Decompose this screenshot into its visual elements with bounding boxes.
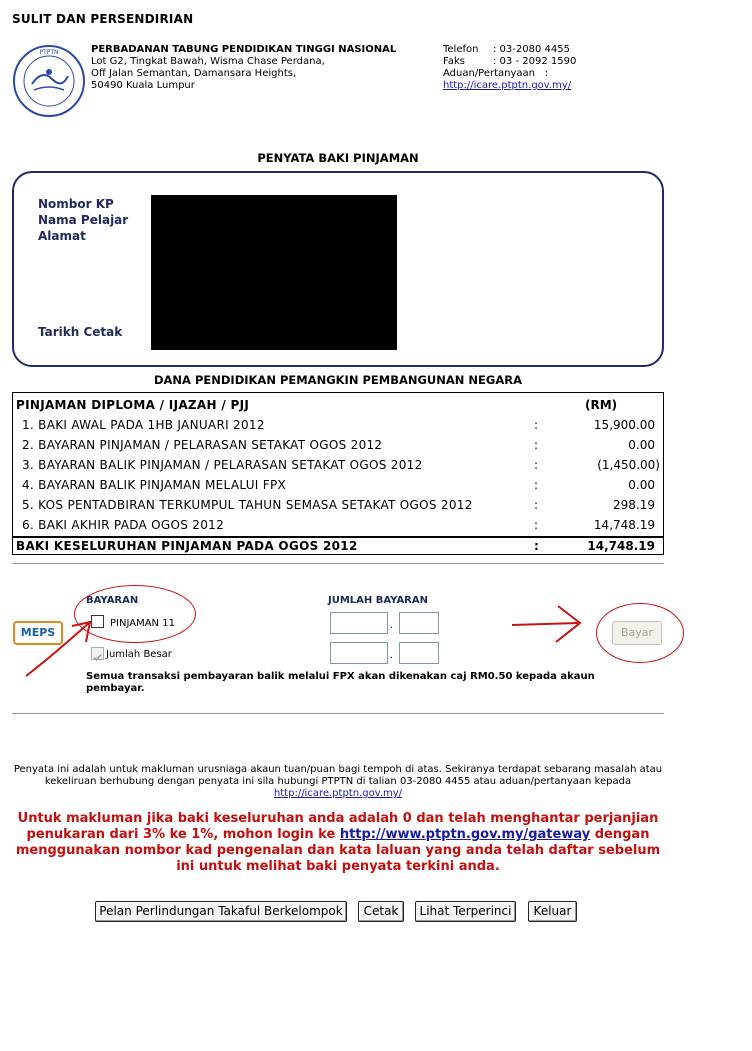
telefon-label: Telefon — [443, 44, 479, 55]
total-amount: 14,748.19 — [587, 539, 655, 553]
gateway-notice — [12, 811, 664, 875]
loan-row-sep: : — [534, 518, 539, 532]
label-alamat: Alamat — [38, 229, 86, 243]
loan-row-amount: 0.00 — [628, 438, 655, 452]
address-line-3: 50490 Kuala Lumpur — [91, 80, 195, 91]
aduan-label: Aduan/Pertanyaan — [443, 68, 536, 79]
total-label: BAKI KESELURUHAN PINJAMAN PADA OGOS 2012 — [16, 539, 358, 553]
loan-row-amount: (1,450.00) — [597, 458, 660, 472]
telefon-value: : 03-2080 4455 — [493, 44, 570, 55]
loan-row-sep: : — [534, 498, 539, 512]
loan-row-sep: : — [534, 438, 539, 452]
loan-row-label: 4. BAYARAN BALIK PINJAMAN MELALUI FPX — [22, 478, 287, 492]
label-nama-pelajar: Nama Pelajar — [38, 213, 129, 227]
svg-text:PTPTN: PTPTN — [39, 49, 59, 56]
faks-value: : 03 - 2092 1590 — [493, 56, 577, 67]
address-line-1: Lot G2, Tingkat Bawah, Wisma Chase Perdana, — [91, 56, 325, 67]
meps-logo-icon: MEPS — [13, 621, 63, 645]
classification-label: SULIT DAN PERSENDIRIAN — [12, 12, 194, 26]
notice-text-pre: Untuk makluman jika baki keseluruhan anda adalah 0 dan telah menghantar perjanjian penukaran dari 3% ke 1%, mohon login ke — [17, 811, 659, 842]
contact-block — [443, 44, 576, 92]
annotation-arrows-icon — [0, 590, 752, 690]
loan-row-label: 6. BAKI AKHIR PADA OGOS 2012 — [22, 518, 225, 532]
fine-print — [12, 764, 664, 800]
currency-label: (RM) — [585, 398, 618, 412]
loan-section-label: PINJAMAN DIPLOMA / IJAZAH / PJJ — [16, 398, 250, 412]
organization-block — [91, 44, 396, 92]
label-tarikh-cetak: Tarikh Cetak — [38, 325, 123, 339]
loan-row-amount: 15,900.00 — [593, 418, 655, 432]
fine-print-text: Penyata ini adalah untuk makluman urusniaga akaun tuan/puan bagi tempoh di atas. Sekiranya terdapat sebarang masalah atau kekeliruan berhubung dengan penyata ini sila hubungi PTPTN di talian 03-2080 4455 atau aduan/pertanyaan kepada — [13, 764, 663, 787]
ptptn-logo-icon — [12, 44, 86, 118]
org-name: PERBADANAN TABUNG PENDIDIKAN TINGGI NASIONAL — [91, 44, 397, 55]
total-sep: : — [534, 539, 539, 553]
decimal-dot: . — [390, 650, 394, 661]
loan-row-label: 3. BAYARAN BALIK PINJAMAN / PELARASAN SETAKAT OGOS 2012 — [22, 458, 423, 472]
loan-row-sep: : — [534, 478, 539, 492]
decimal-dot: . — [390, 620, 394, 631]
jumlah-besar-label: Jumlah Besar — [106, 649, 172, 660]
fund-title: DANA PENDIDIKAN PEMANGKIN PEMBANGUNAN NEGARA — [153, 373, 522, 387]
fpx-charge-note: Semua transaksi pembayaran balik melalui FPX akan dikenakan caj RM0.50 kepada akaun pembayar. — [86, 671, 595, 694]
loan-row-sep: : — [534, 418, 539, 432]
icare-footer-link[interactable]: http://icare.ptptn.gov.my/ — [273, 788, 403, 799]
takaful-button[interactable]: Pelan Perlindungan Takaful Berkelompok — [95, 901, 347, 922]
loan-row-sep: : — [534, 458, 539, 472]
loan-row-label: 5. KOS PENTADBIRAN TERKUMPUL TAHUN SEMASA SETAKAT OGOS 2012 — [22, 498, 473, 512]
cetak-button[interactable]: Cetak — [358, 901, 404, 922]
aduan-sep: : — [544, 68, 548, 79]
redacted-block — [151, 195, 397, 350]
loan-row-label: 2. BAYARAN PINJAMAN / PELARASAN SETAKAT OGOS 2012 — [22, 438, 383, 452]
total-divider — [12, 536, 664, 538]
icare-link[interactable]: http://icare.ptptn.gov.my/ — [443, 80, 572, 91]
jumlah-bayaran-heading: JUMLAH BAYARAN — [328, 595, 428, 606]
divider — [12, 563, 664, 564]
address-line-2: Off Jalan Semantan, Damansara Heights, — [91, 68, 297, 79]
loan-row-amount: 14,748.19 — [593, 518, 655, 532]
pinjaman-label: PINJAMAN 11 — [110, 618, 175, 629]
loan-row-label: 1. BAKI AWAL PADA 1HB JANUARI 2012 — [22, 418, 265, 432]
faks-label: Faks — [443, 56, 465, 67]
gateway-link[interactable]: http://www.ptptn.gov.my/gateway — [339, 827, 591, 842]
bayaran-heading: BAYARAN — [86, 595, 139, 606]
loan-row-amount: 298.19 — [613, 498, 655, 512]
keluar-button[interactable]: Keluar — [528, 901, 577, 922]
label-nombor-kp: Nombor KP — [38, 197, 114, 211]
divider — [12, 713, 664, 714]
statement-title: PENYATA BAKI PINJAMAN — [257, 151, 419, 165]
lihat-terperinci-button[interactable]: Lihat Terperinci — [415, 901, 516, 922]
bayar-button[interactable]: Bayar — [612, 621, 662, 645]
notice-text-post: dengan menggunakan nombor kad pengenalan dan kata laluan yang anda telah daftar sebelum ini untuk melihat baki penyata terkini anda. — [15, 827, 661, 874]
loan-row-amount: 0.00 — [628, 478, 655, 492]
